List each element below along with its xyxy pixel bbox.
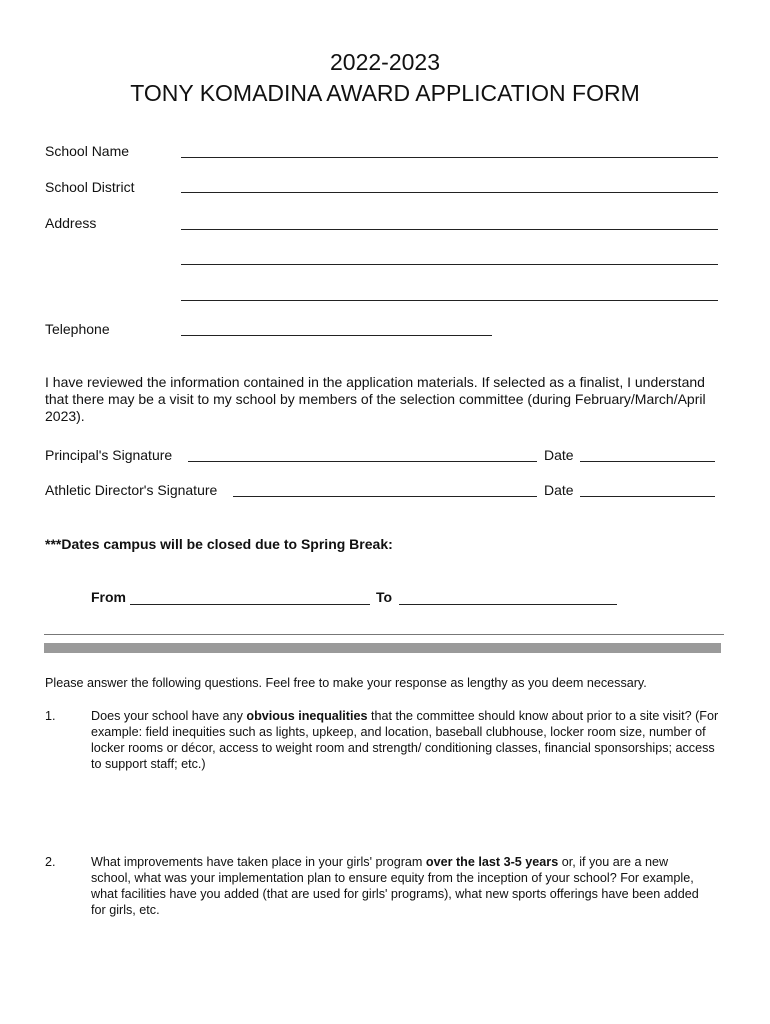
- question-1-text-post: that the committee should know about prior to a site visit? (For example: field inequities such as lights, upkeep, and location, baseball clubhouse, locker room size, number of locker rooms or décor, access to weight room and strength/ conditioning classes, financial sponsorships; access to support staff; etc.): [91, 709, 719, 771]
- form-year: 2022-2023: [330, 49, 440, 75]
- section-divider-bar: [44, 643, 721, 653]
- section-divider-thin: [44, 634, 724, 635]
- question-2-number: 2.: [45, 855, 56, 869]
- question-2-text-pre: What improvements have taken place in your girls' program: [91, 855, 426, 869]
- athletic-director-signature-field[interactable]: [233, 496, 537, 497]
- question-1-number: 1.: [45, 709, 56, 723]
- spring-break-to-label: To: [376, 589, 393, 605]
- question-1-text-pre: Does your school have any: [91, 709, 247, 723]
- principal-date-field[interactable]: [580, 461, 715, 462]
- question-1-emphasis: obvious inequalities: [246, 709, 368, 723]
- spring-break-to-field[interactable]: [399, 604, 617, 605]
- address-field-line-3[interactable]: [181, 300, 718, 301]
- school-district-field[interactable]: [181, 192, 718, 193]
- school-name-field[interactable]: [181, 157, 718, 158]
- school-district-label: School District: [45, 179, 135, 195]
- address-field-line-1[interactable]: [181, 229, 718, 230]
- review-statement: I have reviewed the information contained in the application materials. If selected as a finalist, I understand that there may be a visit to my school by members of the selection committee (during February/March/April 2023).: [45, 374, 706, 424]
- telephone-label: Telephone: [45, 321, 110, 337]
- principal-signature-field[interactable]: [188, 461, 537, 462]
- spring-break-from-label: From: [91, 589, 126, 605]
- spring-break-from-field[interactable]: [130, 604, 370, 605]
- school-name-label: School Name: [45, 143, 130, 159]
- question-1-text: [91, 708, 723, 772]
- athletic-director-date-label: Date: [544, 482, 574, 498]
- spring-break-heading: ***Dates campus will be closed due to Spring Break:: [45, 536, 393, 552]
- question-2-emphasis: over the last 3-5 years: [425, 855, 559, 869]
- question-2-text: [91, 854, 711, 918]
- telephone-field[interactable]: [181, 335, 492, 336]
- principal-date-label: Date: [544, 447, 574, 463]
- address-label: Address: [45, 215, 97, 231]
- instructions-text: Please answer the following questions. Feel free to make your response as lengthy as you deem necessary.: [45, 676, 647, 690]
- form-title: TONY KOMADINA AWARD APPLICATION FORM: [130, 80, 640, 106]
- address-field-line-2[interactable]: [181, 264, 718, 265]
- athletic-director-date-field[interactable]: [580, 496, 715, 497]
- question-2-text-post: or, if you are a new school, what was your implementation plan to ensure equity from the inception of your school? For example, what facilities have you added (that are used for girls' programs), what new sports offerings have been added for girls, etc.: [91, 855, 699, 917]
- athletic-director-signature-label: Athletic Director's Signature: [45, 482, 218, 498]
- principal-signature-label: Principal's Signature: [45, 447, 173, 463]
